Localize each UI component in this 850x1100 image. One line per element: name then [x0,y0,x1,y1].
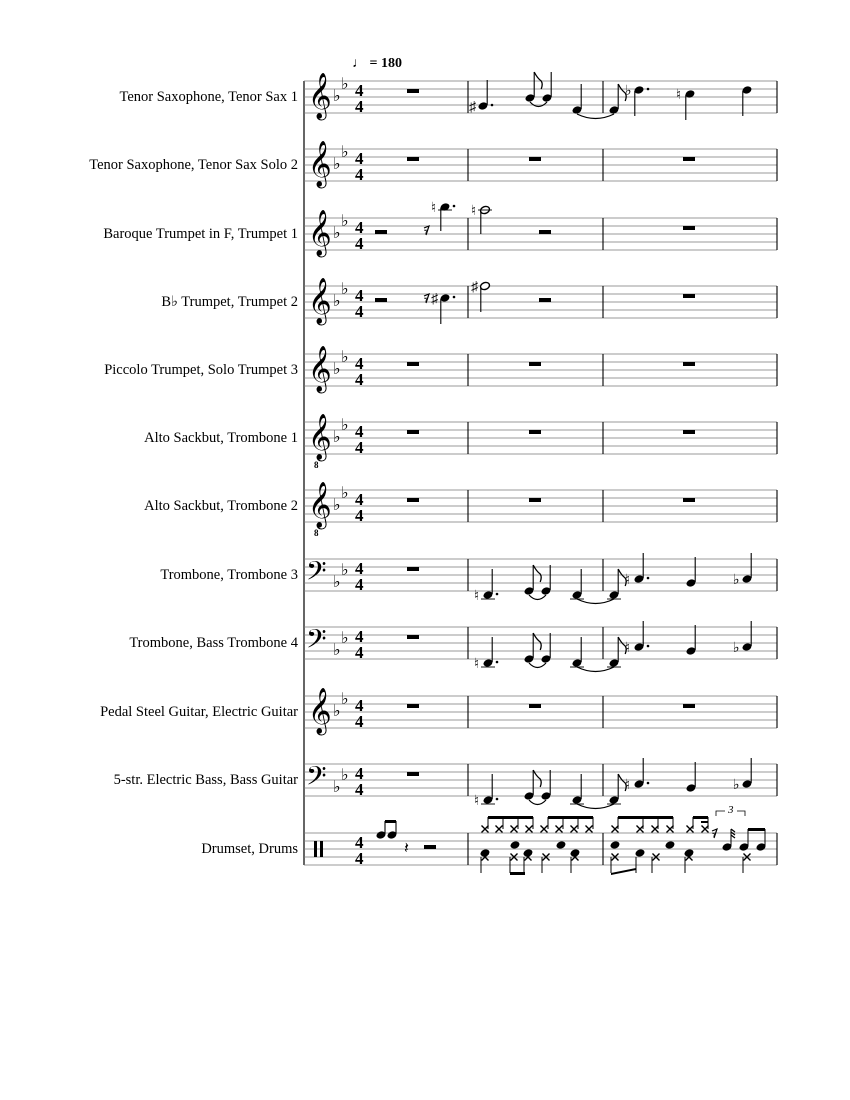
whole-rest [683,294,695,298]
eighth-rest: 𝄾 [424,292,428,307]
tie [577,804,614,809]
tie [529,595,546,600]
time-sig-numerator: 4 [355,422,364,441]
tie [529,663,546,668]
accidental: ♭ [625,84,632,99]
staff [304,141,777,189]
time-sig-denominator: 4 [355,712,364,731]
tie [577,114,614,119]
instrument-label: 5-str. Electric Bass, Bass Guitar [113,772,298,788]
time-sig-denominator: 4 [355,780,364,799]
accidental: ♮ [431,201,437,216]
x-notehead [496,826,503,833]
time-sig-numerator: 4 [355,559,364,578]
x-notehead [687,826,694,833]
flat-icon: ♭ [333,642,341,659]
augmentation-dot [647,645,650,648]
flat-icon: ♭ [341,144,349,161]
time-sig-denominator: 4 [355,234,364,253]
tempo-text: = 180 [369,56,402,71]
instrument-label: B♭ Trumpet, Trumpet 2 [161,294,298,310]
whole-rest [407,772,419,776]
accidental: ♭ [733,778,740,793]
whole-rest [683,704,695,708]
half-rest [375,230,387,234]
bass-clef-icon: 𝄢 [306,623,327,661]
flat-icon: ♭ [333,361,341,378]
accidental: ♮ [471,204,477,219]
flat-icon: ♭ [333,779,341,796]
x-notehead [541,826,548,833]
notehead [665,840,676,850]
time-sig-numerator: 4 [355,218,364,237]
flat-icon: ♭ [333,293,341,310]
time-sig-numerator: 4 [355,149,364,168]
flat-icon: ♭ [341,630,349,647]
treble-clef-icon: 𝄞 [308,688,332,734]
tie [577,667,614,672]
whole-rest [407,157,419,161]
octave-mark: 8 [314,528,319,538]
time-sig-numerator: 4 [355,286,364,305]
octave-mark: 8 [314,460,319,470]
instrument-label: Tenor Saxophone, Tenor Sax 1 [119,89,298,105]
instrument-label: Baroque Trumpet in F, Trumpet 1 [103,226,298,242]
half-rest [375,298,387,302]
time-sig-denominator: 4 [355,849,364,868]
treble-clef-icon: 𝄞 [308,73,332,119]
whole-rest [407,362,419,366]
augmentation-dot [453,296,456,299]
notes [375,72,766,875]
whole-rest [683,430,695,434]
x-notehead [667,826,674,833]
notehead [635,848,646,858]
treble-clef-icon: 𝄞 [308,414,332,460]
time-sig-numerator: 4 [355,833,364,852]
augmentation-dot [496,593,499,596]
flat-icon: ♭ [341,691,349,708]
accidental: ♮ [474,589,480,604]
treble-clef-icon: 𝄞 [308,141,332,187]
whole-rest [529,430,541,434]
time-sig-denominator: 4 [355,575,364,594]
eighth-rest: 𝄾 [424,224,428,239]
whole-rest [529,362,541,366]
augmentation-dot [647,577,650,580]
accidental: ♭ [733,573,740,588]
beam [748,828,765,831]
flat-icon: ♭ [341,349,349,366]
beam [611,868,636,875]
tuplet-number: 3 [728,804,734,816]
beam [618,816,673,819]
whole-rest [683,157,695,161]
quarter-rest: 𝄽 [404,840,409,857]
flat-icon: ♭ [333,574,341,591]
accidental: ♮ [625,573,631,588]
staff [304,346,777,394]
x-notehead [652,826,659,833]
x-notehead [482,826,489,833]
x-notehead [511,826,518,833]
beam [548,816,593,819]
whole-rest [683,498,695,502]
flat-icon: ♭ [333,703,341,720]
quarter-note-icon: ♩ [352,56,366,71]
whole-rest [407,498,419,502]
whole-rest [407,89,419,93]
augmentation-dot [647,782,650,785]
time-sig-numerator: 4 [355,696,364,715]
augmentation-dot [647,88,650,91]
instrument-label: Trombone, Trombone 3 [160,567,298,583]
treble-clef-icon: 𝄞 [308,346,332,392]
flat-icon: ♭ [341,76,349,93]
accidental: ♯ [431,292,438,307]
accidental: ♮ [625,641,631,656]
whole-rest [407,567,419,571]
whole-rest [683,362,695,366]
time-sig-numerator: 4 [355,627,364,646]
instrument-label: Piccolo Trumpet, Solo Trumpet 3 [104,362,298,378]
beam [488,816,533,819]
time-sig-numerator: 4 [355,764,364,783]
treble-clef-icon: 𝄞 [308,482,332,528]
whole-rest [529,704,541,708]
notehead [610,840,621,850]
instrument-label: Alto Sackbut, Trombone 2 [144,498,298,514]
time-sig-denominator: 4 [355,506,364,525]
augmentation-dot [496,661,499,664]
accidental: ♭ [733,641,740,656]
eighth-flag [534,72,542,89]
time-sig-denominator: 4 [355,643,364,662]
flat-icon: ♭ [333,497,341,514]
x-notehead [526,826,533,833]
time-sig-denominator: 4 [355,165,364,184]
whole-rest [407,635,419,639]
bass-clef-icon: 𝄢 [306,760,327,798]
time-sig-denominator: 4 [355,97,364,116]
accidental: ♯ [469,100,476,115]
treble-clef-icon: 𝄞 [308,278,332,324]
notehead [556,840,567,850]
x-notehead [702,826,709,833]
whole-rest [407,430,419,434]
augmentation-dot [496,798,499,801]
accidental: ♮ [474,657,480,672]
bass-clef-icon: 𝄢 [306,555,327,593]
notehead [510,840,521,850]
tie [577,599,614,604]
flat-icon: ♭ [333,156,341,173]
time-sig-denominator: 4 [355,302,364,321]
eighth-flag [533,565,541,582]
x-notehead [571,826,578,833]
time-sig-numerator: 4 [355,490,364,509]
x-notehead [637,826,644,833]
flat-icon: ♭ [341,562,349,579]
flat-icon: ♭ [341,281,349,298]
whole-rest [683,226,695,230]
beam [385,820,396,823]
augmentation-dot [453,205,456,208]
instrument-label: Trombone, Bass Trombone 4 [129,635,298,651]
time-sig-denominator: 4 [355,370,364,389]
beam [510,872,525,875]
half-rest [539,298,551,302]
eighth-flag [533,770,541,787]
flat-icon: ♭ [333,429,341,446]
instrument-label: Drumset, Drums [201,841,298,857]
flat-icon: ♭ [333,225,341,242]
whole-rest [529,498,541,502]
whole-rest [529,157,541,161]
tie [529,800,546,805]
instrument-label: Pedal Steel Guitar, Electric Guitar [100,704,298,720]
staff [304,482,777,538]
time-sig-numerator: 4 [355,354,364,373]
x-notehead [586,826,593,833]
staves [304,73,777,868]
time-sig-denominator: 4 [355,438,364,457]
flat-icon: ♭ [341,417,349,434]
instrument-label: Tenor Saxophone, Tenor Sax Solo 2 [89,157,298,173]
flat-icon: ♭ [341,767,349,784]
staff [304,833,777,868]
augmentation-dot [491,104,494,107]
accidental: ♯ [471,280,478,295]
staff [304,688,777,736]
staff [304,414,777,470]
accidental: ♮ [625,778,631,793]
eighth-flag [533,633,541,650]
instrument-label: Alto Sackbut, Trombone 1 [144,430,298,446]
x-notehead [612,826,619,833]
tie [530,102,547,107]
accidental: ♮ [474,794,480,809]
flat-icon: ♭ [341,485,349,502]
flat-icon: ♭ [341,213,349,230]
half-rest [539,230,551,234]
time-sig-numerator: 4 [355,81,364,100]
eighth-rest: 𝄾 [712,827,716,842]
flat-icon: ♭ [333,88,341,105]
treble-clef-icon: 𝄞 [308,210,332,256]
beam [693,816,708,819]
percussion-clef-icon [314,841,317,857]
accidental: ♮ [676,88,682,103]
half-rest [424,845,436,849]
whole-rest [407,704,419,708]
x-notehead [556,826,563,833]
